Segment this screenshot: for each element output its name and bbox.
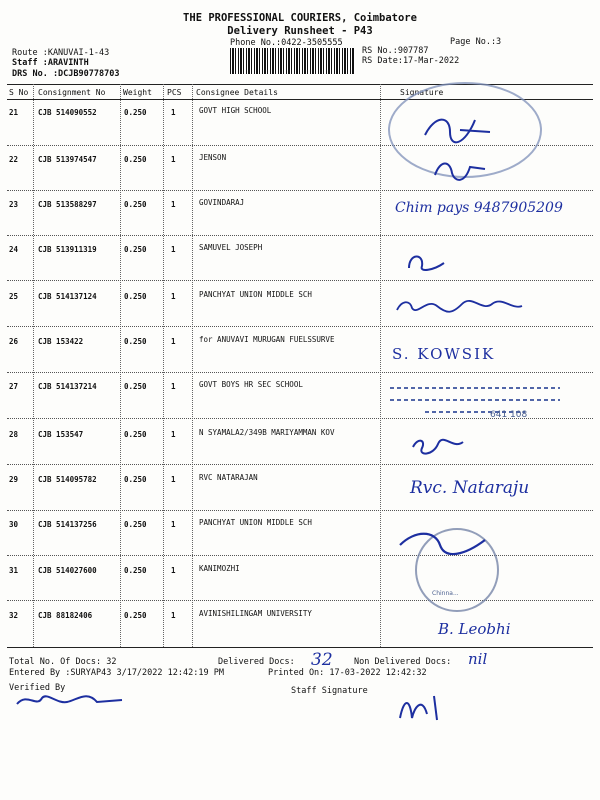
verifier-signature	[12, 686, 132, 714]
total-docs: Total No. Of Docs: 32	[9, 657, 117, 667]
col-sno: S No	[9, 88, 29, 97]
rs-date: RS Date:17-Mar-2022	[362, 56, 460, 66]
row-sno: 24	[9, 245, 19, 254]
signature-scribble-28	[408, 432, 468, 460]
delivered-docs-label: Delivered Docs:	[218, 657, 295, 667]
row-weight: 0.250	[124, 382, 147, 391]
staff-label: Staff :ARAVINTH	[12, 58, 89, 68]
signature-row-32: B. Leobhi	[438, 620, 511, 638]
row-pcs: 1	[171, 566, 176, 575]
row-details: N SYAMALA2/349B MARIYAMMAN KOV	[199, 428, 335, 437]
row-details: SAMUVEL JOSEPH	[199, 243, 263, 252]
row-sno: 27	[9, 382, 19, 391]
signature-scribble-30	[395, 525, 495, 565]
row-weight: 0.250	[124, 292, 147, 301]
stamp-city: Chinna...	[432, 590, 459, 597]
row-pcs: 1	[171, 382, 176, 391]
staff-signature-label: Staff Signature	[291, 686, 368, 696]
row-details: KANIMOZHI	[199, 564, 240, 573]
row-pcs: 1	[171, 475, 176, 484]
rs-number: RS No.:907787	[362, 46, 429, 56]
row-pcs: 1	[171, 155, 176, 164]
phone-number: Phone No.:0422-3505555	[230, 38, 343, 48]
row-details: PANCHYAT UNION MIDDLE SCH	[199, 290, 312, 299]
non-delivered-label: Non Delivered Docs:	[354, 657, 452, 667]
printed-on: Printed On: 17-03-2022 12:42:32	[268, 668, 427, 678]
signature-scribble-25	[392, 292, 532, 320]
row-pcs: 1	[171, 292, 176, 301]
signature-row-29: Rvc. Nataraju	[410, 478, 530, 498]
col-consignment: Consignment No	[38, 88, 106, 97]
row-sno: 31	[9, 566, 19, 575]
row-details: GOVINDARAJ	[199, 198, 245, 207]
row-weight: 0.250	[124, 108, 147, 117]
col-pcs: PCS	[167, 88, 182, 97]
row-sno: 29	[9, 475, 19, 484]
row-consignment: CJB 514137256	[38, 520, 97, 529]
route-label: Route :KANUVAI-1-43	[12, 48, 110, 58]
row-details: PANCHYAT UNION MIDDLE SCH	[199, 518, 312, 527]
row-weight: 0.250	[124, 475, 147, 484]
row-pcs: 1	[171, 245, 176, 254]
col-weight: Weight	[123, 88, 152, 97]
row-consignment: CJB 153547	[38, 430, 84, 439]
row-details: GOVT BOYS HR SEC SCHOOL	[199, 380, 303, 389]
row-sno: 25	[9, 292, 19, 301]
row-details: RVC NATARAJAN	[199, 473, 258, 482]
company-title: THE PROFESSIONAL COURIERS, Coimbatore	[183, 12, 417, 24]
entered-by: Entered By :SURYAP43 3/17/2022 12:42:19 PM	[9, 668, 224, 678]
row-pcs: 1	[171, 200, 176, 209]
row-sno: 32	[9, 611, 19, 620]
signature-row-23: Chim pays 9487905209	[395, 200, 563, 216]
row-consignment: CJB 153422	[38, 337, 84, 346]
row-sno: 26	[9, 337, 19, 346]
row-weight: 0.250	[124, 520, 147, 529]
row-pcs: 1	[171, 108, 176, 117]
staff-signature	[392, 688, 452, 728]
row-consignment: CJB 88182406	[38, 611, 93, 620]
row-consignment: CJB 514090552	[38, 108, 97, 117]
row-consignment: CJB 513588297	[38, 200, 97, 209]
row-consignment: CJB 513911319	[38, 245, 97, 254]
signature-scribble-22	[430, 155, 490, 187]
row-sno: 30	[9, 520, 19, 529]
row-weight: 0.250	[124, 155, 147, 164]
row-consignment: CJB 514027600	[38, 566, 97, 575]
signature-row-26: S. KOWSIK	[392, 345, 496, 363]
row-weight: 0.250	[124, 245, 147, 254]
row-consignment: CJB 514137124	[38, 292, 97, 301]
row-sno: 23	[9, 200, 19, 209]
row-pcs: 1	[171, 430, 176, 439]
page-number: Page No.:3	[450, 37, 502, 47]
document-subtitle: Delivery Runsheet - P43	[227, 25, 373, 37]
col-consignee: Consignee Details	[196, 88, 278, 97]
row-sno: 21	[9, 108, 19, 117]
row-weight: 0.250	[124, 200, 147, 209]
verified-by-label: Verified By	[9, 683, 66, 693]
row-details: for ANUVAVI MURUGAN FUELSSURVE	[199, 335, 335, 344]
row-weight: 0.250	[124, 611, 147, 620]
row-weight: 0.250	[124, 566, 147, 575]
barcode	[230, 48, 355, 74]
row-weight: 0.250	[124, 430, 147, 439]
col-signature: Signature	[400, 88, 444, 97]
stamp-pincode: 641 108	[490, 410, 528, 420]
row-consignment: CJB 513974547	[38, 155, 97, 164]
row-sno: 28	[9, 430, 19, 439]
row-details: GOVT HIGH SCHOOL	[199, 106, 272, 115]
delivered-docs-value: 32	[311, 650, 333, 670]
signature-scribble-21	[420, 110, 500, 150]
row-consignment: CJB 514137214	[38, 382, 97, 391]
row-details: AVINISHILINGAM UNIVERSITY	[199, 609, 312, 618]
row-weight: 0.250	[124, 337, 147, 346]
row-pcs: 1	[171, 520, 176, 529]
row-pcs: 1	[171, 611, 176, 620]
row-pcs: 1	[171, 337, 176, 346]
school-stamp-27	[385, 378, 565, 420]
drs-number: DRS No. :DCJB90778703	[12, 69, 120, 79]
signature-scribble-24	[404, 248, 454, 276]
row-details: JENSON	[199, 153, 227, 162]
non-delivered-value: nil	[468, 650, 488, 668]
row-sno: 22	[9, 155, 19, 164]
row-consignment: CJB 514095782	[38, 475, 97, 484]
